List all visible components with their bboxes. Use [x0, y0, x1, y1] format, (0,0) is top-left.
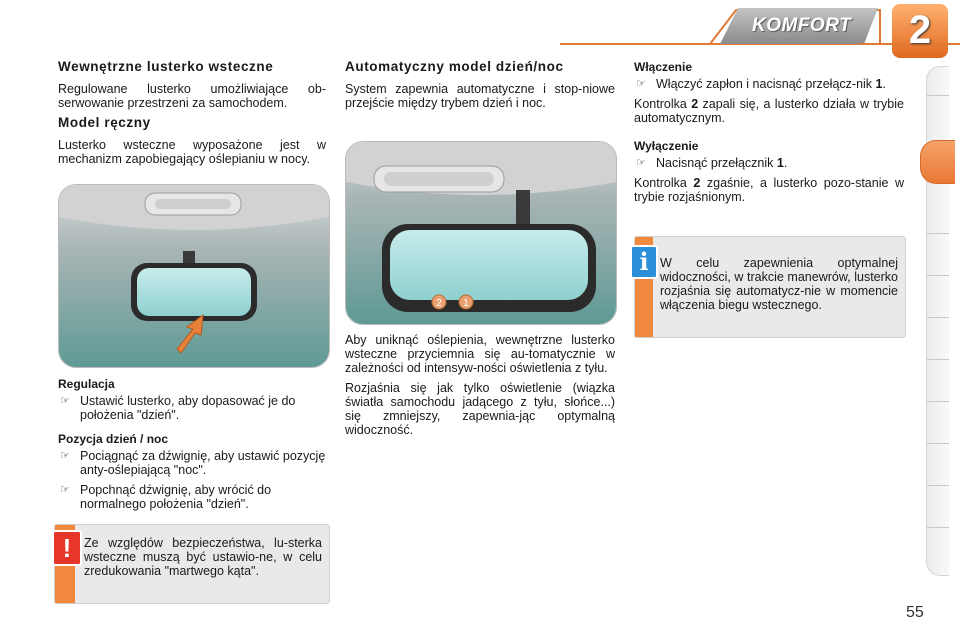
automatic-intro: System zapewnia automatyczne i stop-niowe przejście między trybem dzień i noc.: [345, 82, 615, 110]
column-manual-mirror: [58, 60, 326, 172]
off-text: Kontrolka 2 zgaśnie, a lusterko pozo-stanie w trybie rozjaśnionym.: [634, 176, 904, 204]
switch-label-1: 1: [463, 298, 469, 309]
page-number: 55: [906, 604, 924, 621]
automatic-para-1: Aby uniknąć oślepienia, wewnętrzne lusterko wsteczne przyciemnia się au-tomatycznie w zależności od intensyw-ności oświetlenia z tyłu.: [345, 333, 615, 375]
chapter-tab-active[interactable]: [920, 140, 955, 184]
section-title-manual: Model ręczny: [58, 115, 151, 130]
off-bullet: ☞ Nacisnąć przełącznik 1.: [636, 156, 788, 170]
column-automatic-text: [345, 333, 615, 443]
off-title: Wyłączenie: [634, 139, 699, 153]
header-banner: [560, 0, 960, 62]
exclamation-icon: !: [52, 530, 82, 566]
on-text: Kontrolka 2 zapali się, a lusterko działa w trybie automatycznym.: [634, 97, 904, 125]
column-manual-controls: [58, 377, 326, 517]
on-title: Włączenie: [634, 60, 693, 74]
column-switching: [634, 60, 904, 210]
chapter-number: 2: [908, 8, 932, 52]
manual-mirror-illustration: [58, 184, 330, 368]
regulation-title: Regulacja: [58, 377, 115, 391]
column-automatic: [345, 60, 615, 116]
manual-text: Lusterko wsteczne wyposażone jest w mechanizm zapobiegający oślepianiu w nocy.: [58, 138, 326, 166]
regulation-bullet: ☞ Ustawić lusterko, aby dopasować je do położenia "dzień".: [60, 394, 296, 422]
automatic-mirror-illustration: [345, 141, 617, 325]
on-bullet: ☞ Włączyć zapłon i nacisnąć przełącz-nik 1.: [636, 77, 886, 91]
day-night-bullet-2: ☞ Popchnąć dźwignię, aby wrócić do normalnego położenia "dzień".: [60, 483, 272, 511]
automatic-para-2: Rozjaśnia się jak tylko oświetlenie (wiązka światła samochodu jadącego z tyłu, słońce...) się zmniejszy, zapewnia-jąc optymalną widoczność.: [345, 381, 615, 437]
warning-text: Ze względów bezpieczeństwa, lu-sterka wsteczne muszą być ustawio-ne, w celu zredukowania "martwego kąta".: [84, 536, 322, 578]
pointing-hand-icon: ☞: [60, 395, 70, 407]
mirror-intro: Regulowane lusterko umożliwiające ob-serwowanie przestrzeni za samochodem.: [58, 82, 326, 110]
switch-label-2: 2: [436, 298, 442, 309]
day-night-title: Pozycja dzień / noc: [58, 432, 169, 446]
section-title-mirror: Wewnętrzne lusterko wsteczne: [58, 59, 274, 74]
pointing-hand-icon: ☞: [636, 78, 646, 90]
section-title-automatic: Automatyczny model dzień/noc: [345, 59, 564, 74]
pointing-hand-icon: ☞: [60, 484, 70, 496]
pointing-hand-icon: ☞: [60, 450, 70, 462]
pointing-hand-icon: ☞: [636, 157, 646, 169]
info-icon: i: [630, 245, 658, 279]
info-text: W celu zapewnienia optymalnej widoczności, w trakcie manewrów, lusterko rozjaśnia się automatycz-nie w momencie włączenia biegu wstecznego.: [660, 256, 898, 312]
chapter-title: KOMFORT: [752, 15, 852, 36]
day-night-bullet-1: ☞ Pociągnąć za dźwignię, aby ustawić pozycję anty-oślepiającą "noc".: [60, 449, 326, 477]
